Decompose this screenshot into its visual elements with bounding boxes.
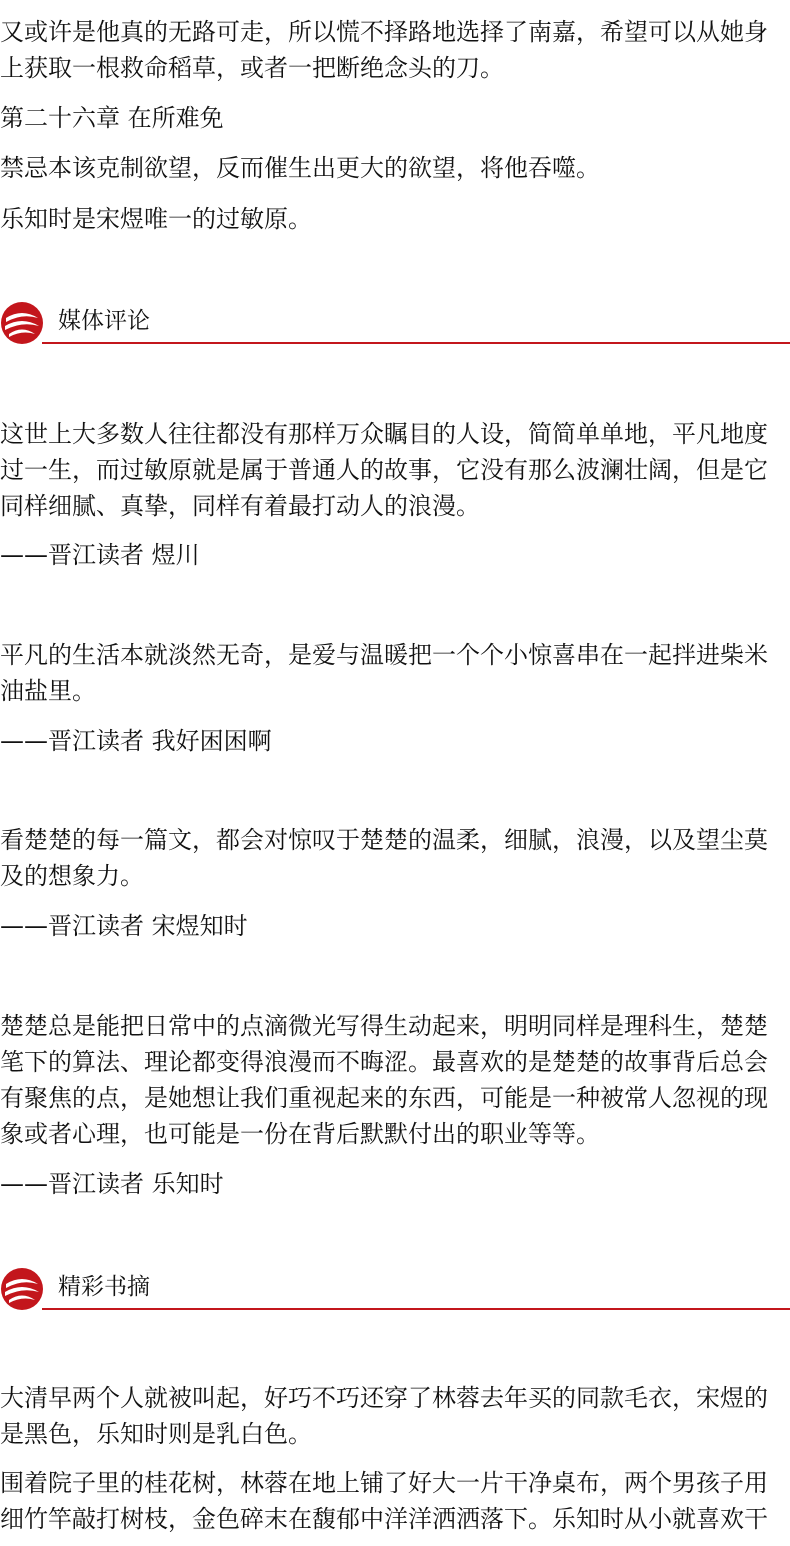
red-circle-swirl-logo-icon <box>0 1267 44 1311</box>
intro-paragraph <box>0 14 790 86</box>
review-3-text <box>0 822 790 894</box>
review-line: 同样细腻、真挚，同样有着最打动人的浪漫。 <box>0 492 480 520</box>
review-2-text <box>0 637 790 709</box>
review-line: 看楚楚的每一篇文，都会对惊叹于楚楚的温柔，细腻，浪漫，以及望尘莫 <box>0 826 768 854</box>
excerpt-paragraph-1 <box>0 1380 790 1452</box>
excerpt-paragraph-2 <box>0 1465 790 1537</box>
section-header-media-reviews <box>0 300 790 346</box>
intro-line-1: 又或许是他真的无路可走，所以慌不择路地选择了南嘉，希望可以从她身 <box>0 18 768 46</box>
review-line: 过一生，而过敏原就是属于普通人的故事，它没有那么波澜壮阔，但是它 <box>0 456 768 484</box>
section-divider <box>42 1308 790 1310</box>
section-divider <box>42 342 790 344</box>
review-line: 笔下的算法、理论都变得浪漫而不晦涩。最喜欢的是楚楚的故事背后总会 <box>0 1048 768 1076</box>
review-line: 油盐里。 <box>0 677 96 705</box>
review-line: 平凡的生活本就淡然无奇，是爱与温暖把一个个小惊喜串在一起拌进柴米 <box>0 641 768 669</box>
section-header-excerpts <box>0 1266 790 1312</box>
review-line: 有聚焦的点，是她想让我们重视起来的东西，可能是一种被常人忽视的现 <box>0 1084 768 1112</box>
section-title: 媒体评论 <box>58 308 150 334</box>
review-1-author: ——晋江读者 煜川 <box>0 541 200 569</box>
review-4-author: ——晋江读者 乐知时 <box>0 1170 224 1198</box>
section-title: 精彩书摘 <box>58 1274 150 1300</box>
intro-line-2: 上获取一根救命稻草，或者一把断绝念头的刀。 <box>0 54 504 82</box>
excerpt-line: 围着院子里的桂花树，林蓉在地上铺了好大一片干净桌布，两个男孩子用 <box>0 1469 768 1497</box>
intro-paragraph-2: 禁忌本该克制欲望，反而催生出更大的欲望，将他吞噬。 <box>0 154 600 182</box>
chapter-title: 第二十六章 在所难免 <box>0 104 224 132</box>
excerpt-line: 是黑色，乐知时则是乳白色。 <box>0 1420 312 1448</box>
excerpt-line: 大清早两个人就被叫起，好巧不巧还穿了林蓉去年买的同款毛衣，宋煜的 <box>0 1384 768 1412</box>
review-3-author: ——晋江读者 宋煜知时 <box>0 912 248 940</box>
review-line: 这世上大多数人往往都没有那样万众瞩目的人设，简简单单地，平凡地度 <box>0 420 768 448</box>
intro-paragraph-3: 乐知时是宋煜唯一的过敏原。 <box>0 205 312 233</box>
excerpt-line: 细竹竿敲打树枝，金色碎末在馥郁中洋洋洒洒落下。乐知时从小就喜欢干 <box>0 1505 768 1533</box>
review-line: 楚楚总是能把日常中的点滴微光写得生动起来，明明同样是理科生，楚楚 <box>0 1012 768 1040</box>
red-circle-swirl-logo-icon <box>0 301 44 345</box>
review-line: 及的想象力。 <box>0 862 144 890</box>
review-line: 象或者心理，也可能是一份在背后默默付出的职业等等。 <box>0 1120 600 1148</box>
review-1-text <box>0 416 790 524</box>
review-2-author: ——晋江读者 我好困困啊 <box>0 727 272 755</box>
review-4-text <box>0 1008 790 1152</box>
